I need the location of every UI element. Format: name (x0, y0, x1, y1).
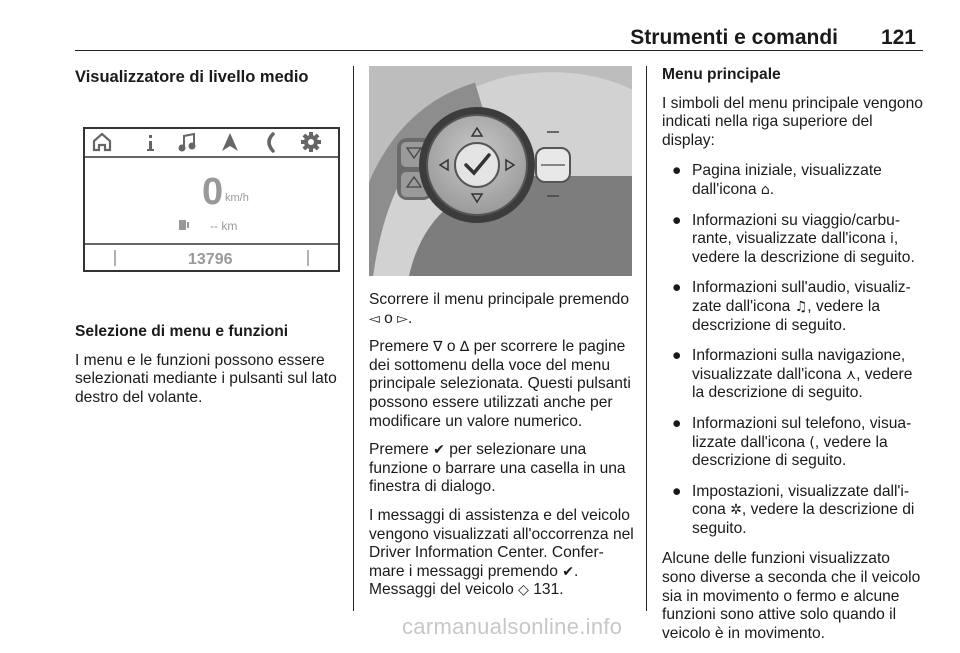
list-item-trip (662, 212, 928, 268)
menu-heading: Menu principale (662, 66, 781, 83)
left-column-text (75, 323, 345, 417)
cross-reference-link[interactable]: Messaggi del veicolo (369, 581, 514, 599)
text: , vedere la descrizione di seguito. (692, 230, 915, 266)
menu-list (662, 162, 928, 538)
text: Informazioni sul telefono, visua-lizzate dall'icona (692, 414, 912, 451)
text: I messaggi di assistenza e del veicolo vengono visualizzati all'occorrenza nel Driver Information Center. Confer-mare i messaggi premendo (369, 506, 634, 580)
section-heading: Visualizzatore di livello medio (75, 68, 309, 86)
range-value: -- km (210, 219, 238, 233)
reference-diamond-icon: ◇ (518, 582, 529, 599)
text: Scorrere il menu principale premendo (369, 291, 630, 308)
paragraph-select (369, 441, 635, 497)
menu-intro: I simboli del menu principale vengono indicati nella riga superiore del display: (662, 94, 923, 149)
text: Premere (369, 441, 429, 459)
bullet: ● (672, 347, 682, 365)
text: , vedere la descrizione di seguito. (692, 297, 881, 334)
watermark: carmanualsonline.info (402, 614, 623, 639)
check-symbol: ✔ (562, 563, 575, 580)
text: Informazioni su viaggio/carbu-rante, visualizzate dall'icona (692, 211, 901, 248)
bullet: ● (672, 482, 682, 500)
list-item-settings (662, 483, 928, 539)
steering-wheel-graphic (369, 66, 632, 276)
down-arrow-symbol: ∇ (433, 339, 443, 356)
instrument-display-illustration (83, 127, 340, 272)
text: . (574, 562, 579, 580)
check-symbol: ✔ (433, 442, 445, 459)
right-column-text (662, 66, 928, 653)
text: , vedere la descrizione di seguito. (692, 501, 915, 537)
paragraph-messages (369, 507, 635, 600)
text: Impostazioni, visualizzate dall'i-cona (692, 482, 910, 519)
speed-value: 0 (202, 171, 224, 213)
gear-symbol: ✲ (730, 502, 742, 519)
bullet: ● (672, 279, 682, 297)
page-header-title: Strumenti e comandi (630, 26, 838, 49)
text: Pagina iniziale, visualizzate dall'icona (692, 162, 882, 198)
left-column (75, 66, 343, 87)
text: per selezionare una funzione o barrare una casella in una finestra di dialogo. (369, 441, 626, 496)
reference-page[interactable]: 131. (533, 581, 564, 599)
info-symbol: i (890, 231, 894, 248)
text: o (446, 338, 456, 356)
column-divider-left (353, 66, 354, 611)
header-rule (75, 50, 923, 51)
middle-column-text (369, 291, 635, 610)
text: o (384, 309, 393, 327)
phone-symbol: ( (809, 434, 815, 451)
text: Premere (369, 338, 429, 356)
bullet: ● (672, 414, 682, 432)
home-symbol: ⌂ (760, 181, 770, 198)
odometer-value: 13796 (188, 251, 233, 268)
text: Informazioni sulla navigazione, visualizzate dall'icona (692, 347, 906, 383)
left-arrow-symbol: ◅ (369, 310, 380, 327)
left-body: I menu e le funzioni possono essere selezionati mediante i pulsanti sul lato destro del volante. (75, 351, 337, 406)
speed-unit: km/h (225, 192, 249, 204)
list-item-audio (662, 279, 928, 335)
subheading: Selezione di menu e funzioni (75, 323, 289, 340)
right-arrow-symbol: ▻ (397, 310, 408, 327)
list-item-navigation (662, 347, 928, 403)
page-number: 121 (880, 26, 916, 49)
paragraph-scroll-menu (369, 291, 635, 328)
music-note-symbol: ♫ (794, 298, 808, 315)
text: , vedere la descrizione di seguito. (692, 433, 888, 470)
up-arrow-symbol: ∆ (459, 339, 470, 356)
text: per scorrere le pagine dei sottomenu della voce del menu principale selezionata. Questi pulsanti possono essere utilizzati anche per modificare un valore numerico. (369, 338, 631, 430)
bullet: ● (672, 211, 682, 229)
column-divider-right (646, 66, 647, 611)
bullet: ● (672, 162, 682, 180)
paragraph-scroll-submenu (369, 338, 635, 431)
text: , vedere la descrizione di seguito. (692, 365, 913, 402)
instrument-display-graphic (83, 127, 340, 272)
navigation-symbol: ⋏ (845, 366, 857, 383)
list-item-home (662, 162, 928, 199)
text: . (407, 309, 413, 327)
steering-wheel-illustration (369, 66, 632, 276)
list-item-phone (662, 415, 928, 471)
text: . (769, 180, 775, 198)
menu-outro: Alcune delle funzioni visualizzato sono diverse a seconda che il veicolo sia in movimento o fermo e alcune funzioni sono attive solo quando il veicolo è in movimento. (662, 550, 921, 642)
gear-icon (301, 132, 321, 152)
text: Informazioni sull'audio, visualiz-zate dall'icona (692, 279, 911, 315)
